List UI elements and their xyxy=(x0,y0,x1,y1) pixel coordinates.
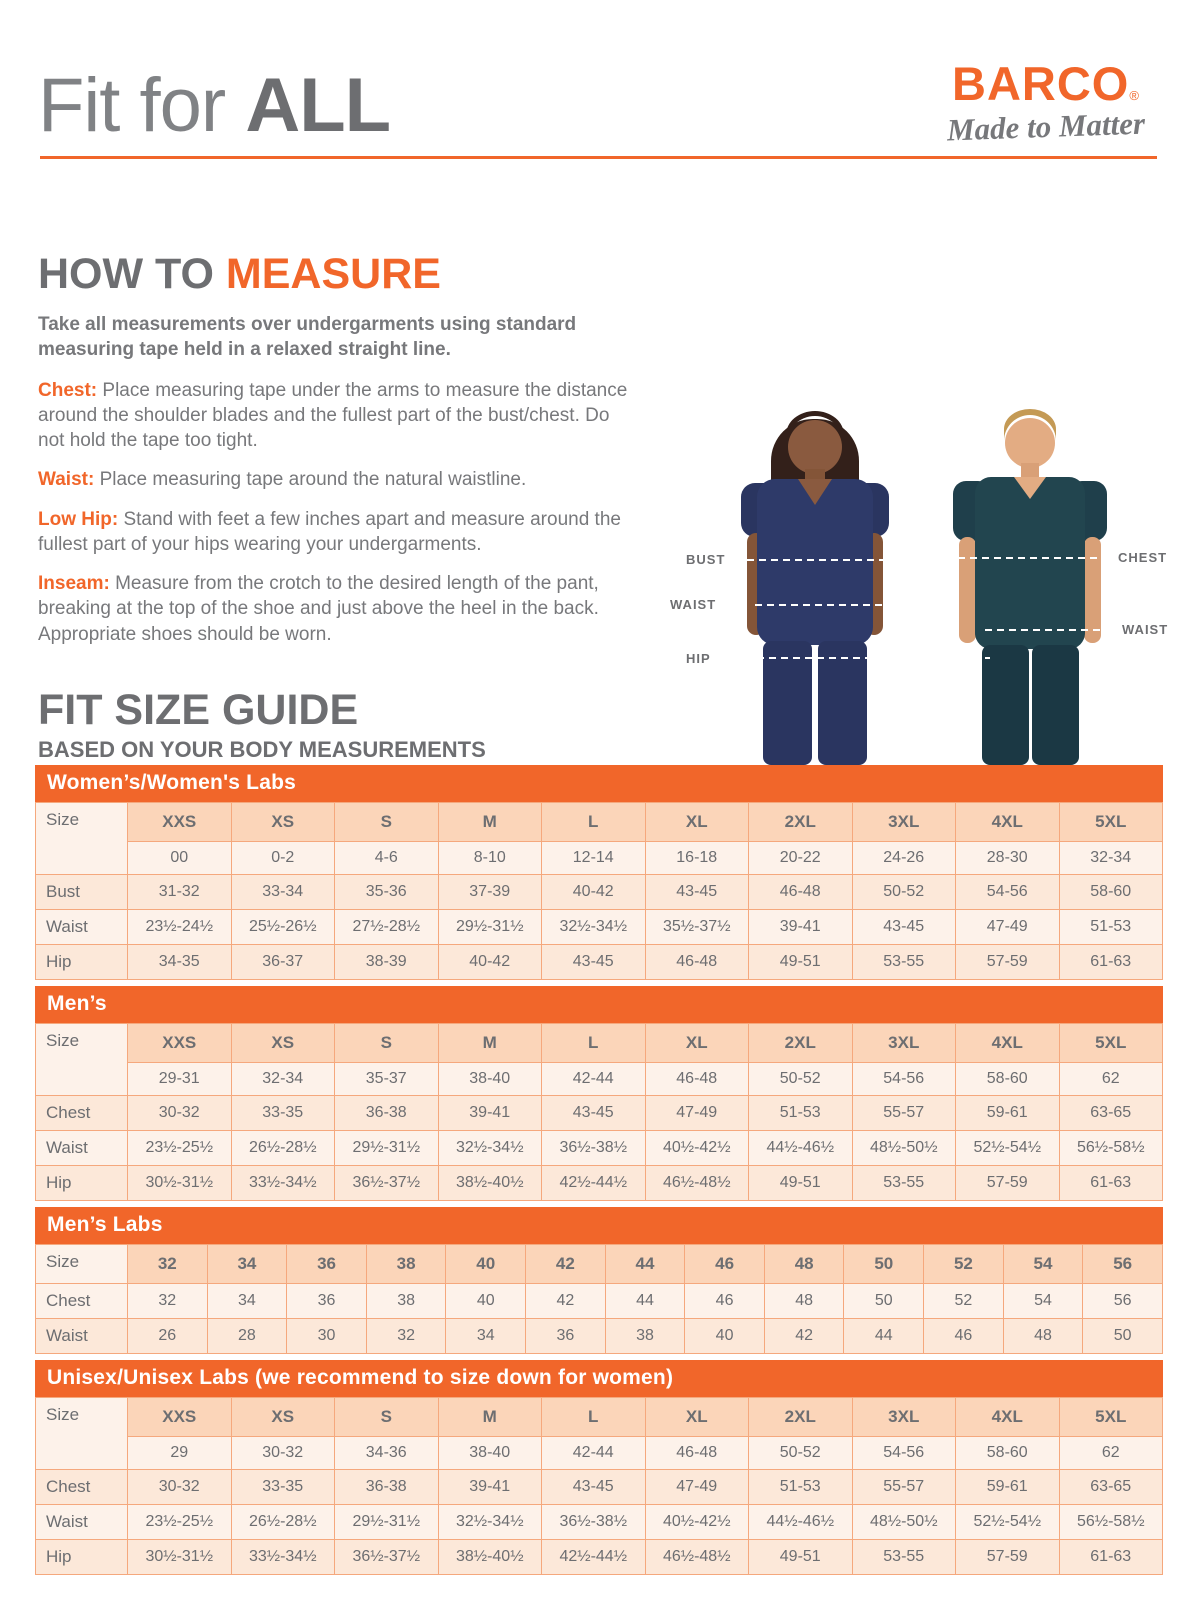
measurement-row xyxy=(36,875,1163,910)
size-header-cell: M xyxy=(438,1024,542,1063)
size-header-cell: 4XL xyxy=(956,1024,1060,1063)
lowhip-label: Low Hip: xyxy=(38,508,119,530)
measurement-cell: 40-42 xyxy=(438,945,542,980)
size-header-cell: 54 xyxy=(1003,1245,1083,1284)
measurement-row-label: Waist xyxy=(36,910,128,945)
measurement-cell: 43-45 xyxy=(542,945,646,980)
womens-table-section xyxy=(35,765,1163,980)
size-numbers-row xyxy=(36,1063,1163,1096)
measurement-cell: 54 xyxy=(1003,1284,1083,1319)
measurement-cell: 42 xyxy=(526,1284,606,1319)
measurement-cell: 61-63 xyxy=(1059,1540,1163,1575)
measurement-cell: 23½-25½ xyxy=(128,1505,232,1540)
measurement-cell: 46-48 xyxy=(645,945,749,980)
size-number-cell: 24-26 xyxy=(852,842,956,875)
measurement-cell: 36½-37½ xyxy=(335,1540,439,1575)
size-header-cell: 4XL xyxy=(956,803,1060,842)
measurement-cell: 33½-34½ xyxy=(231,1540,335,1575)
size-header-cell: 2XL xyxy=(749,1024,853,1063)
fit-size-guide-subheading: BASED ON YOUR BODY MEASUREMENTS xyxy=(38,737,486,762)
measurement-cell: 63-65 xyxy=(1059,1096,1163,1131)
models-photo xyxy=(655,385,1200,765)
size-number-cell: 29-31 xyxy=(128,1063,232,1096)
measurement-cell: 56½-58½ xyxy=(1059,1505,1163,1540)
measurement-cell: 49-51 xyxy=(749,1540,853,1575)
measurement-row-label: Bust xyxy=(36,875,128,910)
measure-intro: Take all measurements over undergarments using standard measuring tape held in a relaxed straight line. xyxy=(38,314,577,361)
measurement-cell: 30½-31½ xyxy=(128,1540,232,1575)
measurement-cell: 46½-48½ xyxy=(645,1540,749,1575)
measurement-cell: 43-45 xyxy=(542,1096,646,1131)
measurement-cell: 54-56 xyxy=(956,875,1060,910)
measurement-cell: 36-38 xyxy=(335,1096,439,1131)
size-number-cell: 62 xyxy=(1059,1063,1163,1096)
measurement-row xyxy=(36,945,1163,980)
measurement-cell: 31-32 xyxy=(128,875,232,910)
measurement-cell: 38 xyxy=(366,1284,446,1319)
lowhip-text: Stand with feet a few inches apart and measure around the fullest part of your hips wearing your undergarments. xyxy=(38,508,621,555)
measurement-row xyxy=(36,1505,1163,1540)
registered-mark-icon: ® xyxy=(1129,88,1140,103)
measurement-cell: 52½-54½ xyxy=(956,1131,1060,1166)
size-header-cell: 52 xyxy=(924,1245,1004,1284)
brand-name: BARCO® xyxy=(952,57,1140,110)
size-column-label: Size xyxy=(36,1024,128,1096)
measure-instructions xyxy=(38,312,638,661)
size-number-cell: 32-34 xyxy=(231,1063,335,1096)
female-bust-label: BUST xyxy=(686,552,726,567)
measurement-cell: 33½-34½ xyxy=(231,1166,335,1201)
measurement-cell: 40-42 xyxy=(542,875,646,910)
measurement-cell: 56 xyxy=(1083,1284,1163,1319)
measurement-cell: 32 xyxy=(128,1284,208,1319)
size-header-cell: 36 xyxy=(287,1245,367,1284)
page-title-regular: Fit for xyxy=(38,63,246,148)
measurement-cell: 30½-31½ xyxy=(128,1166,232,1201)
measurement-cell: 61-63 xyxy=(1059,1166,1163,1201)
measurement-cell: 50-52 xyxy=(852,875,956,910)
size-header-cell: S xyxy=(335,1024,439,1063)
size-number-cell: 34-36 xyxy=(335,1437,439,1470)
measurement-row-label: Waist xyxy=(36,1505,128,1540)
measurement-cell: 32½-34½ xyxy=(542,910,646,945)
measurement-cell: 39-41 xyxy=(438,1470,542,1505)
brand-logo xyxy=(935,57,1157,148)
size-header-cell: 5XL xyxy=(1059,803,1163,842)
models-illustration xyxy=(655,385,1200,765)
measurement-row xyxy=(36,1540,1163,1575)
female-model-illustration xyxy=(741,411,889,765)
size-header-cell: S xyxy=(335,803,439,842)
size-number-cell: 0-2 xyxy=(231,842,335,875)
measurement-cell: 26½-28½ xyxy=(231,1131,335,1166)
size-number-cell: 20-22 xyxy=(749,842,853,875)
measurement-row xyxy=(36,1131,1163,1166)
size-header-cell: XS xyxy=(231,1024,335,1063)
size-number-cell: 38-40 xyxy=(438,1063,542,1096)
size-header-cell: 5XL xyxy=(1059,1024,1163,1063)
measurement-cell: 32½-34½ xyxy=(438,1505,542,1540)
size-header-cell: L xyxy=(542,1398,646,1437)
size-number-cell: 38-40 xyxy=(438,1437,542,1470)
male-chest-label: CHEST xyxy=(1118,550,1168,565)
measurement-cell: 52½-54½ xyxy=(956,1505,1060,1540)
measurement-cell: 44 xyxy=(605,1284,685,1319)
measurement-row-label: Chest xyxy=(36,1470,128,1505)
measurement-cell: 38½-40½ xyxy=(438,1540,542,1575)
measurement-cell: 30 xyxy=(287,1319,367,1354)
measurement-cell: 46-48 xyxy=(749,875,853,910)
measurement-cell: 36-38 xyxy=(335,1470,439,1505)
measurement-cell: 57-59 xyxy=(956,1540,1060,1575)
measurement-cell: 38½-40½ xyxy=(438,1166,542,1201)
measurement-cell: 36½-38½ xyxy=(542,1131,646,1166)
size-header-cell: 40 xyxy=(446,1245,526,1284)
size-header-cell: 34 xyxy=(207,1245,287,1284)
size-header-cell: M xyxy=(438,1398,542,1437)
measurement-cell: 28 xyxy=(207,1319,287,1354)
size-number-cell: 50-52 xyxy=(749,1063,853,1096)
size-header-cell: M xyxy=(438,803,542,842)
measurement-cell: 36½-38½ xyxy=(542,1505,646,1540)
measurement-row xyxy=(36,1166,1163,1201)
measurement-cell: 30-32 xyxy=(128,1096,232,1131)
measurement-cell: 42 xyxy=(764,1319,844,1354)
measurement-row xyxy=(36,1096,1163,1131)
male-waist-label: WAIST xyxy=(1122,622,1169,637)
measurement-cell: 34 xyxy=(207,1284,287,1319)
measurement-cell: 47-49 xyxy=(645,1470,749,1505)
measurement-cell: 40½-42½ xyxy=(645,1131,749,1166)
measurement-cell: 42½-44½ xyxy=(542,1166,646,1201)
measurement-cell: 33-35 xyxy=(231,1470,335,1505)
unisex-table-banner: Unisex/Unisex Labs (we recommend to size down for women) xyxy=(35,1360,1163,1397)
measurement-cell: 56½-58½ xyxy=(1059,1131,1163,1166)
measurement-cell: 40 xyxy=(446,1284,526,1319)
size-header-cell: 38 xyxy=(366,1245,446,1284)
measurement-cell: 49-51 xyxy=(749,1166,853,1201)
size-header-cell: 48 xyxy=(764,1245,844,1284)
table-header-row xyxy=(36,803,1163,842)
measurement-row-label: Waist xyxy=(36,1131,128,1166)
measurement-cell: 43-45 xyxy=(645,875,749,910)
measurement-cell: 26½-28½ xyxy=(231,1505,335,1540)
size-number-cell: 46-48 xyxy=(645,1063,749,1096)
measurement-cell: 26 xyxy=(128,1319,208,1354)
size-header-cell: XXS xyxy=(128,803,232,842)
size-number-cell: 50-52 xyxy=(749,1437,853,1470)
measurement-cell: 30-32 xyxy=(128,1470,232,1505)
size-number-cell: 35-37 xyxy=(335,1063,439,1096)
size-header-cell: 50 xyxy=(844,1245,924,1284)
measure-item-inseam xyxy=(38,571,638,647)
measurement-cell: 39-41 xyxy=(438,1096,542,1131)
size-number-cell: 42-44 xyxy=(542,1437,646,1470)
waist-label: Waist: xyxy=(38,469,95,491)
size-number-cell: 28-30 xyxy=(956,842,1060,875)
size-number-cell: 16-18 xyxy=(645,842,749,875)
measurement-cell: 36½-37½ xyxy=(335,1166,439,1201)
size-number-cell: 29 xyxy=(128,1437,232,1470)
measurement-cell: 57-59 xyxy=(956,1166,1060,1201)
table-header-row xyxy=(36,1024,1163,1063)
size-header-cell: XS xyxy=(231,1398,335,1437)
mens-labs-table-banner: Men’s Labs xyxy=(35,1207,1163,1244)
size-header-cell: XXS xyxy=(128,1024,232,1063)
female-hip-label: HIP xyxy=(686,651,711,666)
size-header-cell: XL xyxy=(645,1024,749,1063)
size-header-cell: 32 xyxy=(128,1245,208,1284)
measurement-cell: 39-41 xyxy=(749,910,853,945)
measurement-cell: 29½-31½ xyxy=(335,1505,439,1540)
size-header-cell: 2XL xyxy=(749,1398,853,1437)
measurement-cell: 59-61 xyxy=(956,1470,1060,1505)
womens-size-table xyxy=(35,802,1163,980)
chest-label: Chest: xyxy=(38,379,98,401)
measurement-cell: 40 xyxy=(685,1319,765,1354)
measurement-cell: 46 xyxy=(924,1319,1004,1354)
size-header-cell: S xyxy=(335,1398,439,1437)
measurement-cell: 29½-31½ xyxy=(335,1131,439,1166)
measurement-cell: 44½-46½ xyxy=(749,1505,853,1540)
page-title-bold: ALL xyxy=(245,63,391,148)
size-number-cell: 54-56 xyxy=(852,1063,956,1096)
size-header-cell: 2XL xyxy=(749,803,853,842)
measurement-cell: 38-39 xyxy=(335,945,439,980)
measurement-cell: 53-55 xyxy=(852,945,956,980)
size-header-cell: 3XL xyxy=(852,1024,956,1063)
size-number-cell: 46-48 xyxy=(645,1437,749,1470)
chest-text: Place measuring tape under the arms to measure the distance around the shoulder blades and the fullest part of the bust/chest. Do not hold the tape too tight. xyxy=(38,379,628,452)
measurement-cell: 47-49 xyxy=(645,1096,749,1131)
measurement-cell: 57-59 xyxy=(956,945,1060,980)
size-number-cell: 32-34 xyxy=(1059,842,1163,875)
measurement-row-label: Waist xyxy=(36,1319,128,1354)
measurement-row-label: Hip xyxy=(36,1540,128,1575)
size-number-cell: 54-56 xyxy=(852,1437,956,1470)
heading-gray-part: HOW TO xyxy=(38,250,226,298)
measurement-cell: 23½-24½ xyxy=(128,910,232,945)
measurement-row-label: Chest xyxy=(36,1096,128,1131)
size-header-cell: XS xyxy=(231,803,335,842)
measurement-cell: 51-53 xyxy=(749,1096,853,1131)
size-header-cell: 5XL xyxy=(1059,1398,1163,1437)
size-header-cell: XL xyxy=(645,1398,749,1437)
measurement-cell: 51-53 xyxy=(749,1470,853,1505)
size-number-cell: 42-44 xyxy=(542,1063,646,1096)
measurement-cell: 48½-50½ xyxy=(852,1505,956,1540)
measurement-cell: 48 xyxy=(764,1284,844,1319)
measurement-cell: 34 xyxy=(446,1319,526,1354)
size-header-cell: L xyxy=(542,1024,646,1063)
measurement-cell: 48½-50½ xyxy=(852,1131,956,1166)
measurement-cell: 46 xyxy=(685,1284,765,1319)
size-header-cell: 3XL xyxy=(852,1398,956,1437)
measurement-cell: 61-63 xyxy=(1059,945,1163,980)
size-header-cell: 4XL xyxy=(956,1398,1060,1437)
measurement-row-label: Hip xyxy=(36,945,128,980)
measurement-cell: 43-45 xyxy=(542,1470,646,1505)
measurement-cell: 52 xyxy=(924,1284,1004,1319)
measurement-cell: 50 xyxy=(1083,1319,1163,1354)
size-header-cell: 3XL xyxy=(852,803,956,842)
size-number-cell: 12-14 xyxy=(542,842,646,875)
womens-table-banner: Women’s/Women's Labs xyxy=(35,765,1163,802)
measure-item-lowhip xyxy=(38,507,638,558)
male-model-illustration xyxy=(953,409,1107,765)
size-header-cell: 56 xyxy=(1083,1245,1163,1284)
table-header-row xyxy=(36,1245,1163,1284)
female-waist-label: WAIST xyxy=(670,597,717,612)
measurement-cell: 42½-44½ xyxy=(542,1540,646,1575)
measurement-cell: 44½-46½ xyxy=(749,1131,853,1166)
measure-item-chest xyxy=(38,378,638,454)
mens-table-section xyxy=(35,986,1163,1201)
measurement-row-label: Chest xyxy=(36,1284,128,1319)
size-tables xyxy=(35,765,1163,1581)
fit-size-guide-heading: FIT SIZE GUIDE xyxy=(38,686,359,734)
size-header-cell: XL xyxy=(645,803,749,842)
measurement-cell: 23½-25½ xyxy=(128,1131,232,1166)
unisex-table-section xyxy=(35,1360,1163,1575)
size-number-cell: 00 xyxy=(128,842,232,875)
size-header-cell: XXS xyxy=(128,1398,232,1437)
measurement-cell: 25½-26½ xyxy=(231,910,335,945)
measurement-cell: 55-57 xyxy=(852,1096,956,1131)
size-numbers-row xyxy=(36,1437,1163,1470)
mens-labs-size-table xyxy=(35,1244,1163,1354)
orange-divider-rule xyxy=(40,156,1157,159)
measurement-cell: 44 xyxy=(844,1319,924,1354)
size-number-cell: 62 xyxy=(1059,1437,1163,1470)
size-column-label: Size xyxy=(36,1398,128,1470)
measurement-cell: 29½-31½ xyxy=(438,910,542,945)
measurement-cell: 50 xyxy=(844,1284,924,1319)
size-header-cell: 42 xyxy=(526,1245,606,1284)
measurement-cell: 35-36 xyxy=(335,875,439,910)
measurement-cell: 55-57 xyxy=(852,1470,956,1505)
measurement-cell: 51-53 xyxy=(1059,910,1163,945)
measurement-cell: 33-34 xyxy=(231,875,335,910)
measurement-row xyxy=(36,1284,1163,1319)
measurement-cell: 32½-34½ xyxy=(438,1131,542,1166)
measurement-cell: 53-55 xyxy=(852,1540,956,1575)
measurement-cell: 40½-42½ xyxy=(645,1505,749,1540)
waist-text: Place measuring tape around the natural waistline. xyxy=(94,469,527,491)
measurement-row xyxy=(36,1470,1163,1505)
size-number-cell: 58-60 xyxy=(956,1437,1060,1470)
measurement-cell: 35½-37½ xyxy=(645,910,749,945)
size-column-label: Size xyxy=(36,1245,128,1284)
measurement-cell: 58-60 xyxy=(1059,875,1163,910)
measurement-cell: 48 xyxy=(1003,1319,1083,1354)
measurement-cell: 46½-48½ xyxy=(645,1166,749,1201)
size-column-label: Size xyxy=(36,803,128,875)
measurement-cell: 36-37 xyxy=(231,945,335,980)
size-number-cell: 58-60 xyxy=(956,1063,1060,1096)
size-header-cell: L xyxy=(542,803,646,842)
mens-table-banner: Men’s xyxy=(35,986,1163,1023)
size-numbers-row xyxy=(36,842,1163,875)
measurement-cell: 33-35 xyxy=(231,1096,335,1131)
inseam-text: Measure from the crotch to the desired length of the pant, breaking at the top of the shoe and just above the heel in the back. Appropriate shoes should be worn. xyxy=(38,573,599,645)
measurement-cell: 36 xyxy=(287,1284,367,1319)
measurement-cell: 43-45 xyxy=(852,910,956,945)
measurement-cell: 53-55 xyxy=(852,1166,956,1201)
measurement-cell: 34-35 xyxy=(128,945,232,980)
table-header-row xyxy=(36,1398,1163,1437)
heading-orange-part: MEASURE xyxy=(225,250,441,298)
measurement-row-label: Hip xyxy=(36,1166,128,1201)
size-header-cell: 44 xyxy=(605,1245,685,1284)
size-number-cell: 8-10 xyxy=(438,842,542,875)
measurement-cell: 49-51 xyxy=(749,945,853,980)
mens-size-table xyxy=(35,1023,1163,1201)
size-number-cell: 4-6 xyxy=(335,842,439,875)
unisex-size-table xyxy=(35,1397,1163,1575)
how-to-measure-heading xyxy=(38,250,441,299)
measurement-cell: 32 xyxy=(366,1319,446,1354)
measurement-cell: 47-49 xyxy=(956,910,1060,945)
measurement-row xyxy=(36,910,1163,945)
inseam-label: Inseam: xyxy=(38,573,110,595)
size-number-cell: 30-32 xyxy=(231,1437,335,1470)
measurement-cell: 27½-28½ xyxy=(335,910,439,945)
measure-item-waist xyxy=(38,467,638,492)
measurement-cell: 37-39 xyxy=(438,875,542,910)
measurement-cell: 38 xyxy=(605,1319,685,1354)
brand-tagline: Made to Matter xyxy=(946,105,1146,148)
page-title xyxy=(38,62,390,149)
measurement-cell: 59-61 xyxy=(956,1096,1060,1131)
measurement-cell: 36 xyxy=(526,1319,606,1354)
measurement-row xyxy=(36,1319,1163,1354)
mens-labs-table-section xyxy=(35,1207,1163,1354)
size-header-cell: 46 xyxy=(685,1245,765,1284)
measurement-cell: 63-65 xyxy=(1059,1470,1163,1505)
